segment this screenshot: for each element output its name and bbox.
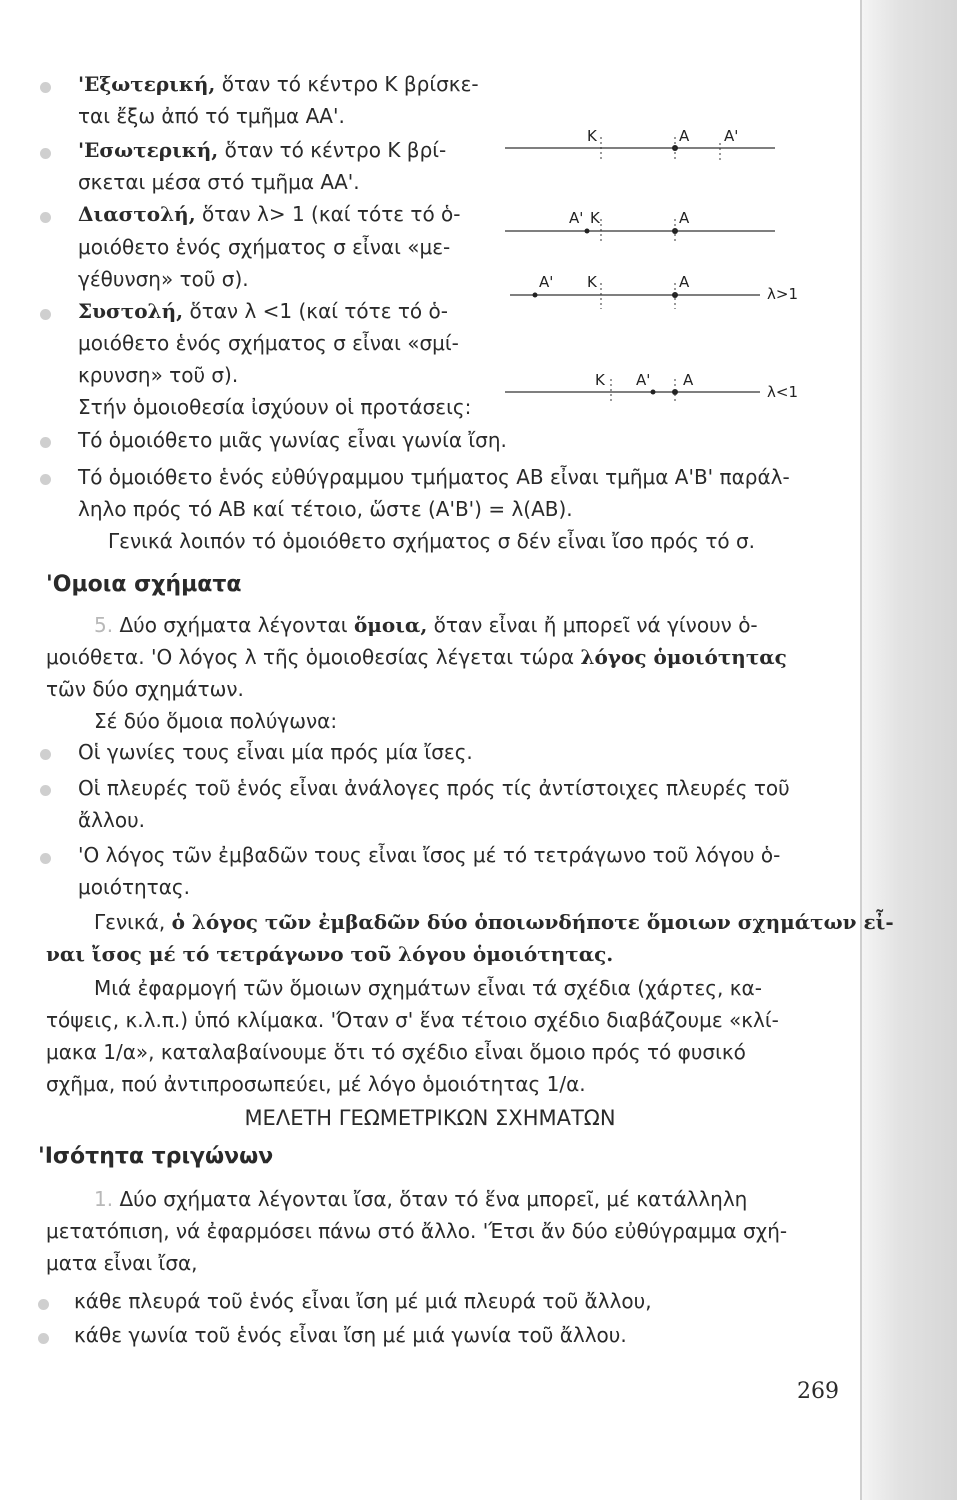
text-line: Συστολή, ὅταν λ <1 (καί τότε τό ὁ- xyxy=(78,299,448,323)
label-k-row4: Κ xyxy=(595,371,605,389)
bullet-icon xyxy=(38,1299,49,1310)
text-line: Στήν ὁμοιοθεσία ἰσχύουν οἱ προτάσεις: xyxy=(78,395,472,419)
label-k-row3: Κ xyxy=(587,273,597,291)
text-line: ματα εἶναι ἴσα, xyxy=(46,1251,198,1275)
label-a-row4: Α xyxy=(683,371,694,389)
text-line: Διαστολή, ὅταν λ> 1 (καί τότε τό ὁ- xyxy=(78,202,461,226)
point-a2-row2 xyxy=(585,229,590,234)
label-a-row2: Α xyxy=(679,209,690,227)
text-line: μοιότητας. xyxy=(78,875,191,899)
text-line: σχῆμα, πού ἀντιπροσωπεύει, μέ λόγο ὁμοιότητας 1/α. xyxy=(46,1072,586,1096)
text-line: Σέ δύο ὅμοια πολύγωνα: xyxy=(94,709,338,733)
bullet-icon xyxy=(40,785,51,796)
text-line: Τό ὁμοιόθετο ἑνός εὐθύγραμμου τμήματος ΑΒ εἶναι τμῆμα Α'Β' παράλ- xyxy=(78,465,790,489)
label-ratio-lt1: λ<1 xyxy=(767,383,798,401)
text-line: μοιόθετο ἑνός σχήματος σ εἶναι «με- xyxy=(78,235,451,259)
text-line: μακα 1/α», καταλαβαίνουμε ὅτι τό σχέδιο εἶναι ὅμοιο πρός τό φυσικό xyxy=(46,1040,746,1064)
text-line: 'Εσωτερική, ὅταν τό κέντρο Κ βρί- xyxy=(78,138,447,162)
section-heading: 'Ομοια σχήματα xyxy=(46,572,242,597)
text-line: μοιόθετα. 'Ο λόγος λ τῆς ὁμοιοθεσίας λέγεται τώρα λόγος ὁμοιότητας xyxy=(46,645,787,669)
label-a-row3: Α xyxy=(679,273,690,291)
point-a2-row3 xyxy=(533,293,538,298)
chapter-title: ΜΕΛΕΤΗ ΓΕΩΜΕΤΡΙΚΩΝ ΣΧΗΜΑΤΩΝ xyxy=(244,1106,616,1130)
text-line: Γενικά λοιπόν τό ὁμοιόθετο σχήματος σ δέν εἶναι ἴσο πρός τό σ. xyxy=(108,529,756,553)
page-number: 269 xyxy=(797,1379,839,1404)
label-a2-row2: Α' xyxy=(569,209,584,227)
label-a2-row1: Α' xyxy=(724,127,739,145)
text-line: ἄλλου. xyxy=(78,808,146,832)
section-heading: 'Ισότητα τριγώνων xyxy=(38,1144,274,1169)
bullet-icon xyxy=(40,148,51,159)
bullet-icon xyxy=(40,474,51,485)
text-line: ληλο πρός τό ΑΒ καί τέτοιο, ὥστε (Α'Β') = λ(ΑΒ). xyxy=(78,497,573,521)
text-line: Τό ὁμοιόθετο μιᾶς γωνίας εἶναι γωνία ἴση. xyxy=(78,428,507,452)
text-line: κάθε γωνία τοῦ ἑνός εἶναι ἴση μέ μιά γωνία τοῦ ἄλλου. xyxy=(74,1323,627,1347)
bullet-icon xyxy=(40,212,51,223)
label-a2-row3: Α' xyxy=(539,273,554,291)
bullet-icon xyxy=(40,437,51,448)
text-line: Οἱ γωνίες τους εἶναι μία πρός μία ἴσες. xyxy=(78,740,473,764)
text-line: μοιόθετο ἑνός σχήματος σ εἶναι «σμί- xyxy=(78,331,459,355)
text-line: ναι ἴσος μέ τό τετράγωνο τοῦ λόγου ὁμοιότητας. xyxy=(46,942,614,966)
label-ratio-gt1: λ>1 xyxy=(767,285,798,303)
bullet-icon xyxy=(40,749,51,760)
bullet-icon xyxy=(40,309,51,320)
label-a-row1: Α xyxy=(679,127,690,145)
bullet-icon xyxy=(40,853,51,864)
text-line: 'Ο λόγος τῶν ἐμβαδῶν τους εἶναι ἴσος μέ τό τετράγωνο τοῦ λόγου ὁ- xyxy=(78,843,781,867)
point-a2-row4 xyxy=(651,390,656,395)
label-a2-row4: Α' xyxy=(636,371,651,389)
text-line: σκεται μέσα στό τμῆμα ΑΑ'. xyxy=(78,170,360,194)
text-line: 1. Δύο σχήματα λέγονται ἴσα, ὅταν τό ἕνα μπορεῖ, μέ κατάλληλη xyxy=(94,1187,748,1211)
text-line: 'Εξωτερική, ὅταν τό κέντρο Κ βρίσκε- xyxy=(78,72,479,96)
page-edge-shadow xyxy=(862,0,957,1500)
text-line: Γενικά, ὁ λόγος τῶν ἐμβαδῶν δύο ὁποιωνδήποτε ὅμοιων σχημάτων εἶ- xyxy=(94,910,894,934)
text-line: Μιά ἐφαρμογή τῶν ὅμοιων σχημάτων εἶναι τά σχέδια (χάρτες, κα- xyxy=(94,976,762,1000)
label-k-row2: Κ xyxy=(590,209,600,227)
text-line: 5. Δύο σχήματα λέγονται ὅμοια, ὅταν εἶναι ἤ μπορεῖ νά γίνουν ὁ- xyxy=(94,613,758,637)
text-line: κρυνση» τοῦ σ). xyxy=(78,363,239,387)
text-line: κάθε πλευρά τοῦ ἑνός εἶναι ἴση μέ μιά πλευρά τοῦ ἄλλου, xyxy=(74,1289,652,1313)
text-line: ται ἔξω ἀπό τό τμῆμα ΑΑ'. xyxy=(78,104,345,128)
text-line: μετατόπιση, νά ἐφαρμόσει πάνω στό ἄλλο. 'Έτσι ἄν δύο εὐθύγραμμα σχή- xyxy=(46,1219,788,1243)
bullet-icon xyxy=(40,82,51,93)
text-line: τόψεις, κ.λ.π.) ὑπό κλίμακα. 'Όταν σ' ἕνα τέτοιο σχέδιο διαβάζουμε «κλί- xyxy=(46,1008,779,1032)
label-k-row1: Κ xyxy=(587,127,597,145)
homothety-diagram xyxy=(495,115,825,415)
text-line: γέθυνση» τοῦ σ). xyxy=(78,267,249,291)
bullet-icon xyxy=(38,1333,49,1344)
text-line: τῶν δύο σχημάτων. xyxy=(46,677,244,701)
text-line: Οἱ πλευρές τοῦ ἑνός εἶναι ἀνάλογες πρός τίς ἀντίστοιχες πλευρές τοῦ xyxy=(78,776,790,800)
